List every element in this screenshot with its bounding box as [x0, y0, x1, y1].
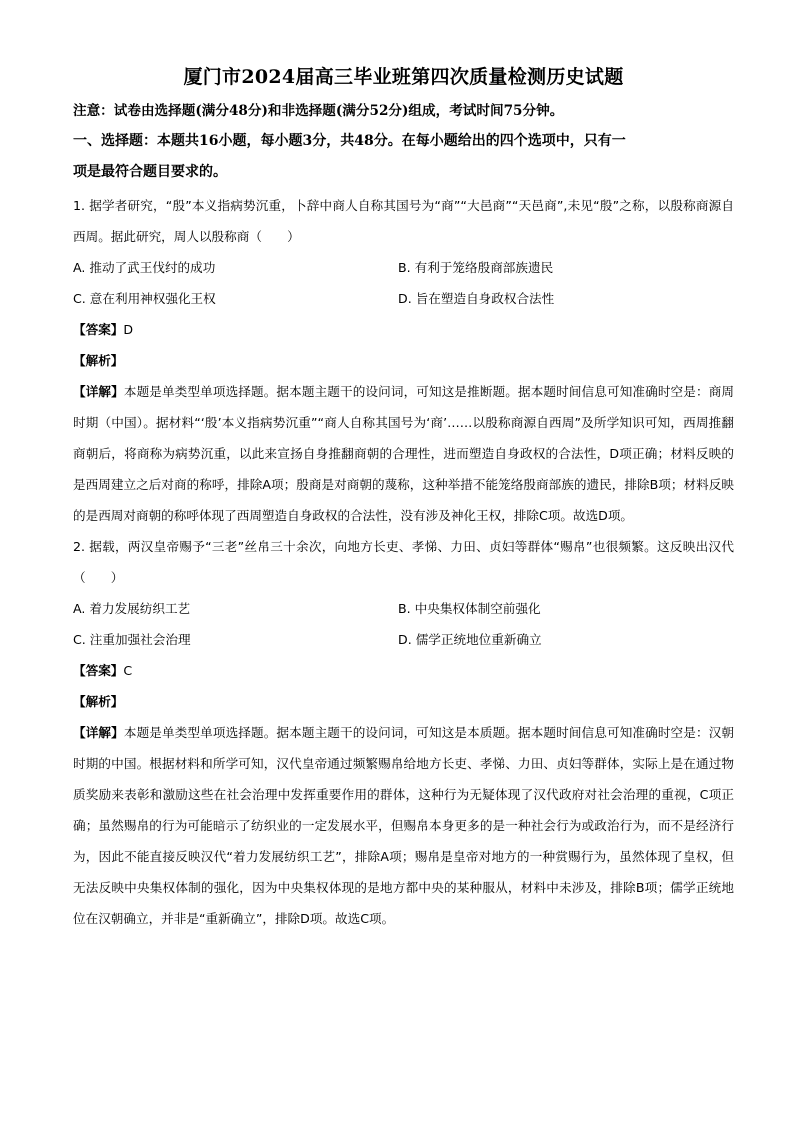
exam-notice: 注意：试卷由选择题(满分48分)和非选择题(满分52分)组成，考试时间75分钟。 [73, 103, 564, 119]
option-d: D. 儒学正统地位重新确立 [398, 632, 542, 647]
answer-label: 【答案】 [73, 322, 124, 337]
option-list [73, 252, 734, 314]
analysis-label: 【解析】 [73, 694, 124, 709]
analysis-line [73, 345, 734, 376]
detail-text: 本题是单类型单项选择题。据本题主题干的设问词，可知这是本质题。据本题时间信息可知准确时空是：汉朝时期的中国。根据材料和所学可知，汉代皇帝通过频繁赐帛给地方长吏、孝悌、力田、贞妇等群体，实际上是在通过物质奖励来表彰和激励这些在社会治理中发挥重要作用的群体，这种行为无疑体现了汉代政府对社会治理的重视，C项正确；虽然赐帛的行为可能暗示了纺织业的一定发展水平，但赐帛本身更多的是一种社会行为或政治行为，而不是经济行为，因此不能直接反映汉代“着力发展纺织工艺”，排除A项；赐帛是皇帝对地方的一种赏赐行为，虽然体现了皇权，但无法反映中央集权体制的强化，因为中央集权体现的是地方都中央的某种服从，材料中未涉及，排除B项；儒学正统地位在汉朝确立，并非是“重新确立”，排除D项。故选C项。 [73, 725, 735, 926]
detail-paragraph [73, 376, 734, 531]
question-stem: 2. 据载，两汉皇帝赐予“三老”丝帛三十余次，向地方长吏、孝悌、力田、贞妇等群体“赐帛”也很频繁。这反映出汉代（ ） [73, 539, 734, 585]
option-a: A. 着力发展纺织工艺 [73, 601, 191, 616]
option-b: B. 中央集权体制空前强化 [398, 601, 541, 616]
answer-label: 【答案】 [73, 663, 124, 678]
option-c: C. 意在利用神权强化王权 [73, 291, 216, 306]
detail-label: 【详解】 [73, 384, 124, 399]
option-a: A. 推动了武王伐纣的成功 [73, 260, 216, 275]
section-heading [73, 126, 734, 188]
question-1 [73, 190, 734, 531]
detail-text: 本题是单类型单项选择题。据本题主题干的设问词，可知这是推断题。据本题时间信息可知准确时空是：商周时期（中国）。据材料“‘殷’本义指病势沉重”“商人自称其国号为‘商’……以殷称商源自西周”及所学知识可知，西周推翻商朝后，将商称为病势沉重，以此来宣扬自身推翻商朝的合理性，进而塑造自身政权的合法性，D项正确；材料反映的是西周建立之后对商的称呼，排除A项；殷商是对商朝的蔑称，这种举措不能笼络殷商部族的遗民，排除B项；材料反映的是西周对商朝的称呼体现了西周塑造自身政权的合法性，没有涉及神化王权，排除C项。故选D项。 [73, 384, 735, 523]
question-2 [73, 531, 734, 934]
option-d: D. 旨在塑造自身政权合法性 [398, 291, 555, 306]
analysis-line [73, 686, 734, 717]
question-stem: 1. 据学者研究，“殷”本义指病势沉重，卜辞中商人自称其国号为“商”“大邑商”“天邑商”,未见“殷”之称，以殷称商源自西周。据此研究，周人以殷称商（ ） [73, 198, 734, 244]
option-c: C. 注重加强社会治理 [73, 632, 191, 647]
analysis-label: 【解析】 [73, 353, 124, 368]
section-heading-line-1: 一、选择题：本题共16小题，每小题3分，共48分。在每小题给出的四个选项中，只有一 [73, 133, 626, 149]
answer-value: D [123, 322, 134, 337]
detail-paragraph [73, 717, 734, 934]
option-list [73, 593, 734, 655]
section-heading-line-2: 项是最符合题目要求的。 [73, 164, 227, 180]
page-title: 厦门市2024届高三毕业班第四次质量检测历史试题 [183, 66, 624, 88]
answer-line [73, 655, 734, 686]
answer-line [73, 314, 734, 345]
detail-label: 【详解】 [73, 725, 124, 740]
answer-value: C [123, 663, 133, 678]
option-b: B. 有利于笼络殷商部族遗民 [398, 260, 554, 275]
